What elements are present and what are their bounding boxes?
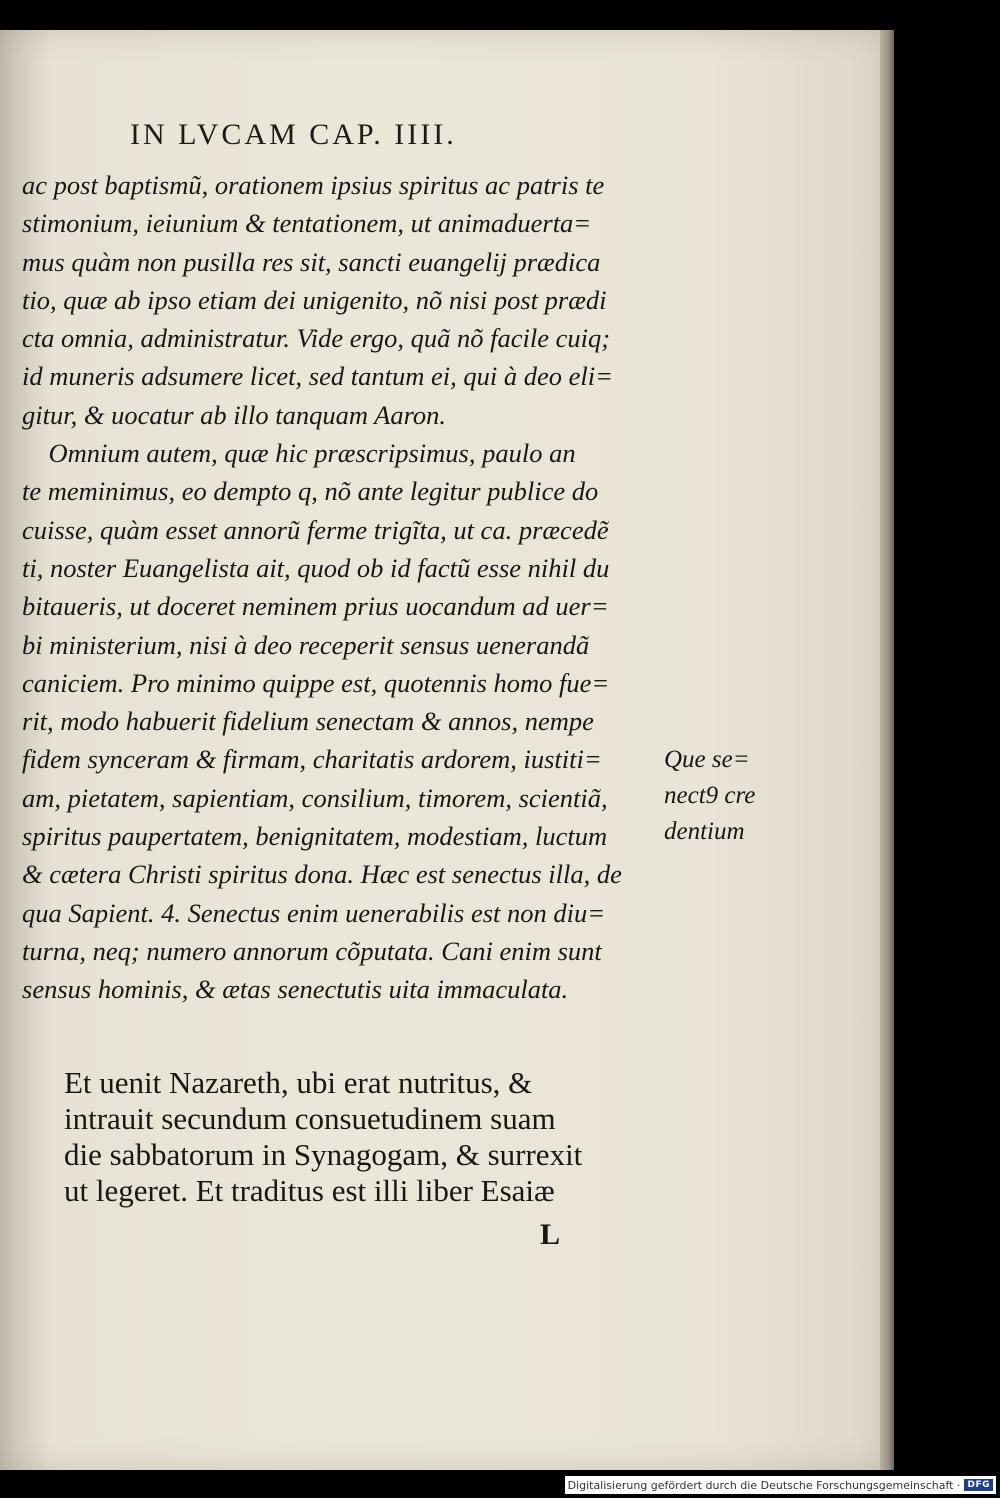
text-line: fidem synceram & firmam, charitatis ardorem, iustiti= (22, 744, 602, 775)
text-line: id muneris adsumere licet, sed tantum ei, qui à deo eli= (22, 361, 613, 392)
credit-text: Digitalisierung gefördert durch die Deutsche Forschungsgemeinschaft · (567, 1478, 961, 1492)
dfg-logo: DFG (964, 1479, 993, 1491)
text-line: stimonium, ieiunium & tentationem, ut animaduerta= (22, 208, 592, 239)
text-line: mus quàm non pusilla res sit, sancti euangelij prædica (22, 246, 601, 277)
marginal-line: nect9 cre (664, 782, 756, 809)
scripture-line: ut legeret. Et traditus est illi liber Esaiæ (64, 1173, 555, 1208)
text-line: rit, modo habuerit fidelium senectam & annos, nempe (22, 706, 594, 737)
text-line: bi ministerium, nisi à deo receperit sensus uenerandã (22, 629, 590, 660)
commentary-text (22, 166, 662, 1009)
text-line: turna, neq; numero annorum cõputata. Cani enim sunt (22, 935, 602, 966)
text-line: cta omnia, administratur. Vide ergo, quã nõ facile cuiq; (22, 323, 611, 354)
scripture-text (64, 1065, 664, 1209)
text-line: gitur, & uocatur ab illo tanquam Aaron. (22, 399, 447, 430)
text-line: cuisse, quàm esset annorũ ferme trigĩta, ut ca. præcedẽ (22, 514, 609, 545)
digitization-credit (565, 1476, 996, 1494)
text-line: qua Sapient. 4. Senectus enim uenerabilis est non diu= (22, 897, 606, 928)
marginal-line: dentium (664, 818, 745, 845)
text-line: am, pietatem, sapientiam, consilium, timorem, scientiã, (22, 782, 608, 813)
running-head: IN LVCAM CAP. IIII. (130, 118, 457, 151)
text-line: caniciem. Pro minimo quippe est, quotennis homo fue= (22, 667, 610, 698)
scripture-line: die sabbatorum in Synagogam, & surrexit (64, 1137, 583, 1172)
text-line: sensus hominis, & ætas senectutis uita immaculata. (22, 974, 569, 1005)
marginal-line: Que se= (664, 746, 750, 773)
text-line: Omnium autem, quæ hic præscripsimus, paulo an (22, 438, 576, 469)
signature-mark: L (540, 1218, 561, 1251)
text-line: spiritus paupertatem, benignitatem, modestiam, luctum (22, 821, 608, 852)
text-line: ti, noster Euangelista ait, quod ob id factũ esse nihil du (22, 552, 610, 583)
text-line: ac post baptismũ, orationem ipsius spiritus ac patris te (22, 170, 605, 200)
book-page (0, 30, 888, 1470)
marginal-note (664, 742, 755, 850)
text-line: bitaueris, ut doceret neminem prius uocandum ad uer= (22, 591, 609, 622)
text-line: & cætera Christi spiritus dona. Hæc est senectus illa, de (22, 859, 622, 890)
scripture-line: Et uenit Nazareth, ubi erat nutritus, & (64, 1065, 533, 1100)
scripture-line: intrauit secundum consuetudinem suam (64, 1101, 556, 1136)
text-line: tio, quæ ab ipso etiam dei unigenito, nõ nisi post prædi (22, 284, 607, 315)
page-edge (880, 30, 894, 1470)
text-line: te meminimus, eo dempto q, nõ ante legitur publice do (22, 476, 599, 507)
